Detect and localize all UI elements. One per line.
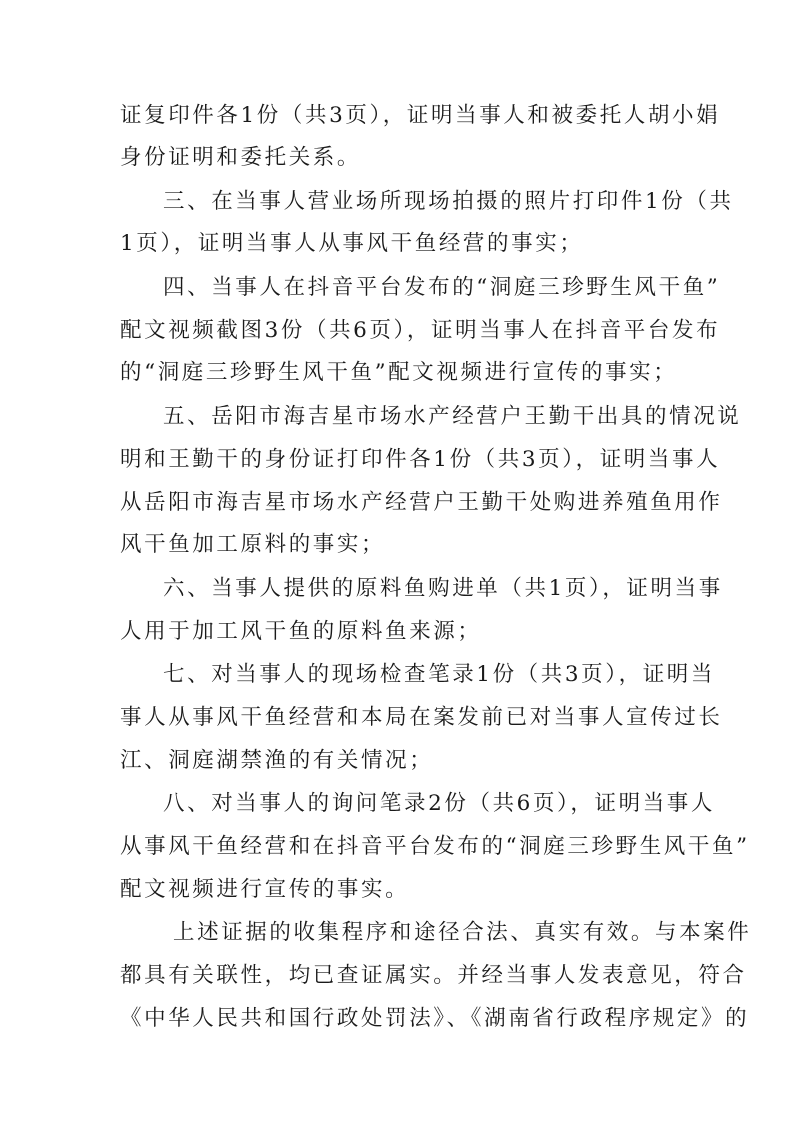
- text-line: 八、对当事人的询问笔录2份（共6页），证明当事人: [163, 791, 716, 816]
- text-line: 四、当事人在抖音平台发布的“洞庭三珍野生风干鱼”: [163, 275, 721, 300]
- text-line: 江、洞庭湖禁渔的有关情况；: [120, 748, 434, 773]
- text-line: 三、在当事人营业场所现场拍摄的照片打印件1份（共: [163, 189, 734, 214]
- text-line: 配文视频截图3份（共6页），证明当事人在抖音平台发布: [120, 318, 721, 343]
- text-line: 人用于加工风干鱼的原料鱼来源；: [120, 619, 482, 644]
- text-line: 的“洞庭三珍野生风干鱼”配文视频进行宣传的事实；: [120, 360, 678, 385]
- text-line: 五、岳阳市海吉星市场水产经营户王勤干出具的情况说: [163, 404, 742, 429]
- text-line: 七、对当事人的现场检查笔录1份（共3页），证明当: [163, 662, 716, 687]
- text-line: 从岳阳市海吉星市场水产经营户王勤干处购进养殖鱼用作: [120, 490, 723, 515]
- text-line: 《中华人民共和国行政处罚法》、《湖南省行政程序规定》的: [120, 1006, 750, 1031]
- text-line: 都具有关联性，均已查证属实。并经当事人发表意见，符合: [120, 963, 747, 988]
- text-line: 1页），证明当事人从事风干鱼经营的事实；: [120, 231, 584, 256]
- text-line: 上述证据的收集程序和途径合法、真实有效。与本案件: [173, 920, 752, 945]
- text-line: 证复印件各1份（共3页），证明当事人和被委托人胡小娟: [120, 103, 721, 128]
- text-line: 明和王勤干的身份证打印件各1份（共3页），证明当事人: [120, 447, 721, 472]
- text-line: 配文视频进行宣传的事实。: [120, 877, 410, 902]
- text-line: 风干鱼加工原料的事实；: [120, 532, 386, 557]
- text-line: 六、当事人提供的原料鱼购进单（共1页），证明当事: [163, 576, 723, 601]
- text-line: 从事风干鱼经营和在抖音平台发布的“洞庭三珍野生风干鱼”: [120, 834, 750, 859]
- text-line: 身份证明和委托关系。: [120, 145, 362, 170]
- text-line: 事人从事风干鱼经营和本局在案发前已对当事人宣传过长: [120, 705, 723, 730]
